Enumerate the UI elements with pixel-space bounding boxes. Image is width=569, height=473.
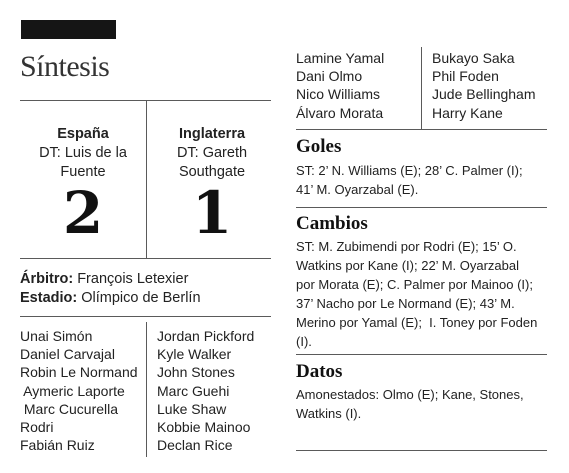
away-lineup-2 xyxy=(432,49,536,122)
away-coach-line1: DT: Gareth xyxy=(176,145,248,161)
referee-label: Árbitro: xyxy=(20,271,74,287)
referee-line xyxy=(20,270,270,289)
venue-line xyxy=(20,289,270,308)
player-name: Bukayo Saka xyxy=(432,50,515,66)
data-line: Watkins (I). xyxy=(296,406,362,421)
goals-line: 41’ M. Oyarzabal (E). xyxy=(296,182,419,197)
home-team-name: España xyxy=(57,126,109,142)
teams-divider xyxy=(146,101,147,258)
venue-label: Estadio: xyxy=(20,290,78,306)
subs-heading: Cambios xyxy=(296,213,368,234)
subs-line: Merino por Yamal (E); I. Toney por Foden xyxy=(296,315,538,330)
page-title: Síntesis xyxy=(20,50,110,83)
player-name: John Stones xyxy=(157,364,235,381)
divider-mid xyxy=(20,258,271,259)
player-name: Declan Rice xyxy=(157,437,233,454)
player-name: Nico Williams xyxy=(296,86,380,103)
home-lineup-1 xyxy=(20,327,138,454)
away-team xyxy=(149,125,275,182)
player-name: Phil Foden xyxy=(432,68,499,85)
subs-line: 37’ Nacho por Le Normand (E); 43’ M. xyxy=(296,296,515,311)
player-name: Marc Cucurella xyxy=(20,400,119,417)
player-name: Robin Le Normand xyxy=(20,364,138,381)
lineup-divider-2 xyxy=(421,47,422,129)
venue-name: Olímpico de Berlín xyxy=(81,290,201,306)
home-score: 2 xyxy=(62,179,104,247)
player-name: Daniel Carvajal xyxy=(20,346,115,363)
player-name: Marc Guehi xyxy=(157,382,230,399)
player-name: Harry Kane xyxy=(432,104,503,121)
divider-subs xyxy=(296,354,547,355)
data-heading: Datos xyxy=(296,361,343,382)
subs-line: (I). xyxy=(296,334,312,349)
player-name: Kyle Walker xyxy=(157,346,232,363)
player-name: Luke Shaw xyxy=(157,400,227,417)
home-team xyxy=(20,125,146,182)
divider-bottom xyxy=(296,450,547,451)
player-name: Unai Simón xyxy=(20,328,93,344)
away-score: 1 xyxy=(191,179,233,247)
home-coach-line2: Fuente xyxy=(60,164,106,180)
divider-lineups xyxy=(20,316,271,317)
player-name: Dani Olmo xyxy=(296,68,363,85)
subs-text xyxy=(296,237,558,351)
referee-name: François Letexier xyxy=(77,271,189,287)
home-lineup-2 xyxy=(296,49,384,122)
player-name: Jordan Pickford xyxy=(157,328,255,344)
player-name: Rodri xyxy=(20,419,54,436)
header-bar xyxy=(21,20,116,39)
player-name: Fabián Ruiz xyxy=(20,437,95,454)
goals-line: ST: 2’ N. Williams (E); 28’ C. Palmer (I); xyxy=(296,163,523,178)
divider-right-top xyxy=(296,129,547,130)
divider-goals xyxy=(296,207,547,208)
player-name: Álvaro Morata xyxy=(296,104,384,121)
goals-heading: Goles xyxy=(296,136,342,157)
player-name: Jude Bellingham xyxy=(432,86,536,103)
goals-text xyxy=(296,161,551,199)
officials xyxy=(20,270,270,308)
lineup-divider-1 xyxy=(146,322,147,457)
player-name: Lamine Yamal xyxy=(296,50,385,66)
away-coach-line2: Southgate xyxy=(178,164,246,180)
away-lineup-1 xyxy=(157,327,254,454)
home-coach-line1: DT: Luis de la xyxy=(39,145,127,161)
subs-line: Watkins por Kane (I); 22’ M. Oyarzabal xyxy=(296,258,520,273)
player-name: Aymeric Laporte xyxy=(20,382,125,399)
subs-line: por Morata (E); C. Palmer por Mainoo (I); xyxy=(296,277,533,292)
data-text xyxy=(296,385,551,423)
data-line: Amonestados: Olmo (E); Kane, Stones, xyxy=(296,387,524,402)
away-team-name: Inglaterra xyxy=(178,126,246,142)
subs-line: ST: M. Zubimendi por Rodri (E); 15’ O. xyxy=(296,239,517,254)
player-name: Kobbie Mainoo xyxy=(157,419,251,436)
